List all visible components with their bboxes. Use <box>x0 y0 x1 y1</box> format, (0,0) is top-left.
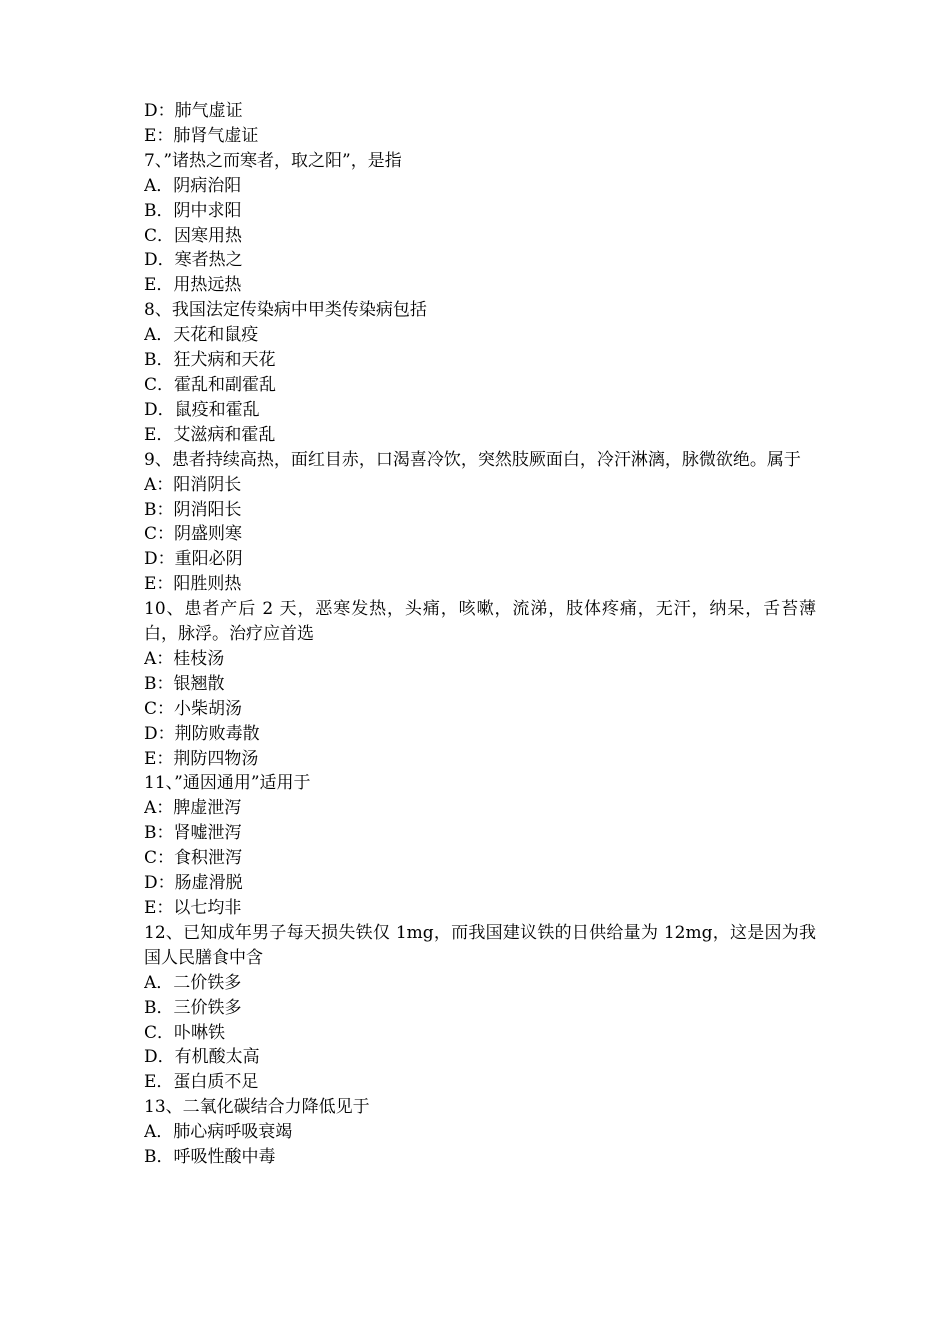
option-line: C：小柴胡汤 <box>144 698 243 719</box>
option-line: B．三价铁多 <box>144 997 242 1018</box>
option-line: E．蛋白质不足 <box>144 1072 259 1093</box>
option-line: C：阴盛则寒 <box>144 524 243 545</box>
option-line: B：阴消阳长 <box>144 499 242 520</box>
question-11 <box>144 771 816 796</box>
option-line: A：脾虚泄泻 <box>144 798 242 819</box>
option-line: C．霍乱和副霍乱 <box>144 374 277 395</box>
option-line: B．呼吸性酸中毒 <box>144 1147 276 1168</box>
option-line: A．阴病治阳 <box>144 175 242 196</box>
option-line: E．艾滋病和霍乱 <box>144 424 276 445</box>
option-line: E：荆防四物汤 <box>144 748 259 769</box>
question-10 <box>144 597 816 647</box>
option-line: C．卟啉铁 <box>144 1022 226 1043</box>
option-line: A：桂枝汤 <box>144 648 225 669</box>
option-line: C．因寒用热 <box>144 225 243 246</box>
option-line: A．天花和鼠疫 <box>144 325 259 346</box>
option-line: A．二价铁多 <box>144 972 242 993</box>
option-line: C：食积泄泻 <box>144 848 243 869</box>
option-line: A：阳消阴长 <box>144 474 242 495</box>
option-line: E．用热远热 <box>144 275 242 296</box>
option-line: D：荆防败毒散 <box>144 723 260 744</box>
option-line: D．寒者热之 <box>144 250 243 271</box>
option-line: D．有机酸太高 <box>144 1047 260 1068</box>
question-text: 7、”诸热之而寒者，取之阳”，是指 <box>144 150 402 171</box>
option-line: D：肺气虚证 <box>144 101 243 121</box>
question-text: 11、”通因通用”适用于 <box>144 773 311 794</box>
question-7 <box>144 149 816 174</box>
question-8 <box>144 298 816 323</box>
option-line: D．鼠疫和霍乱 <box>144 399 260 420</box>
question-text: 8、我国法定传染病中甲类传染病包括 <box>144 300 427 321</box>
question-text: 12、已知成年男子每天损失铁仅 1mg，而我国建议铁的日供给量为 12mg，这是因为我国人民膳食中含 <box>144 922 816 968</box>
option-line: E：以七均非 <box>144 898 242 918</box>
question-13 <box>144 1095 816 1120</box>
option-line: D：重阳必阴 <box>144 549 243 570</box>
option-line: A．肺心病呼吸衰竭 <box>144 1122 293 1143</box>
question-9 <box>144 448 816 473</box>
option-line: B．狂犬病和天花 <box>144 350 276 371</box>
document-page <box>144 99 816 1170</box>
option-line: B．阴中求阳 <box>144 200 242 221</box>
question-text: 13、二氧化碳结合力降低见于 <box>144 1097 370 1118</box>
option-line: B：银翘散 <box>144 673 225 694</box>
option-line: B：肾嘘泄泻 <box>144 823 242 844</box>
option-line: D：肠虚滑脱 <box>144 873 243 894</box>
option-line: E：肺肾气虚证 <box>144 125 259 146</box>
question-12 <box>144 921 816 971</box>
option-line: E：阳胜则热 <box>144 574 242 595</box>
question-text: 10、患者产后 2 天，恶寒发热，头痛，咳嗽，流涕，肢体疼痛，无汗，纳呆，舌苔薄白，脉浮。治疗应首选 <box>144 599 816 645</box>
question-text: 9、患者持续高热，面红目赤，口渴喜冷饮，突然肢厥面白，冷汗淋漓，脉微欲绝。属于 <box>144 449 801 470</box>
